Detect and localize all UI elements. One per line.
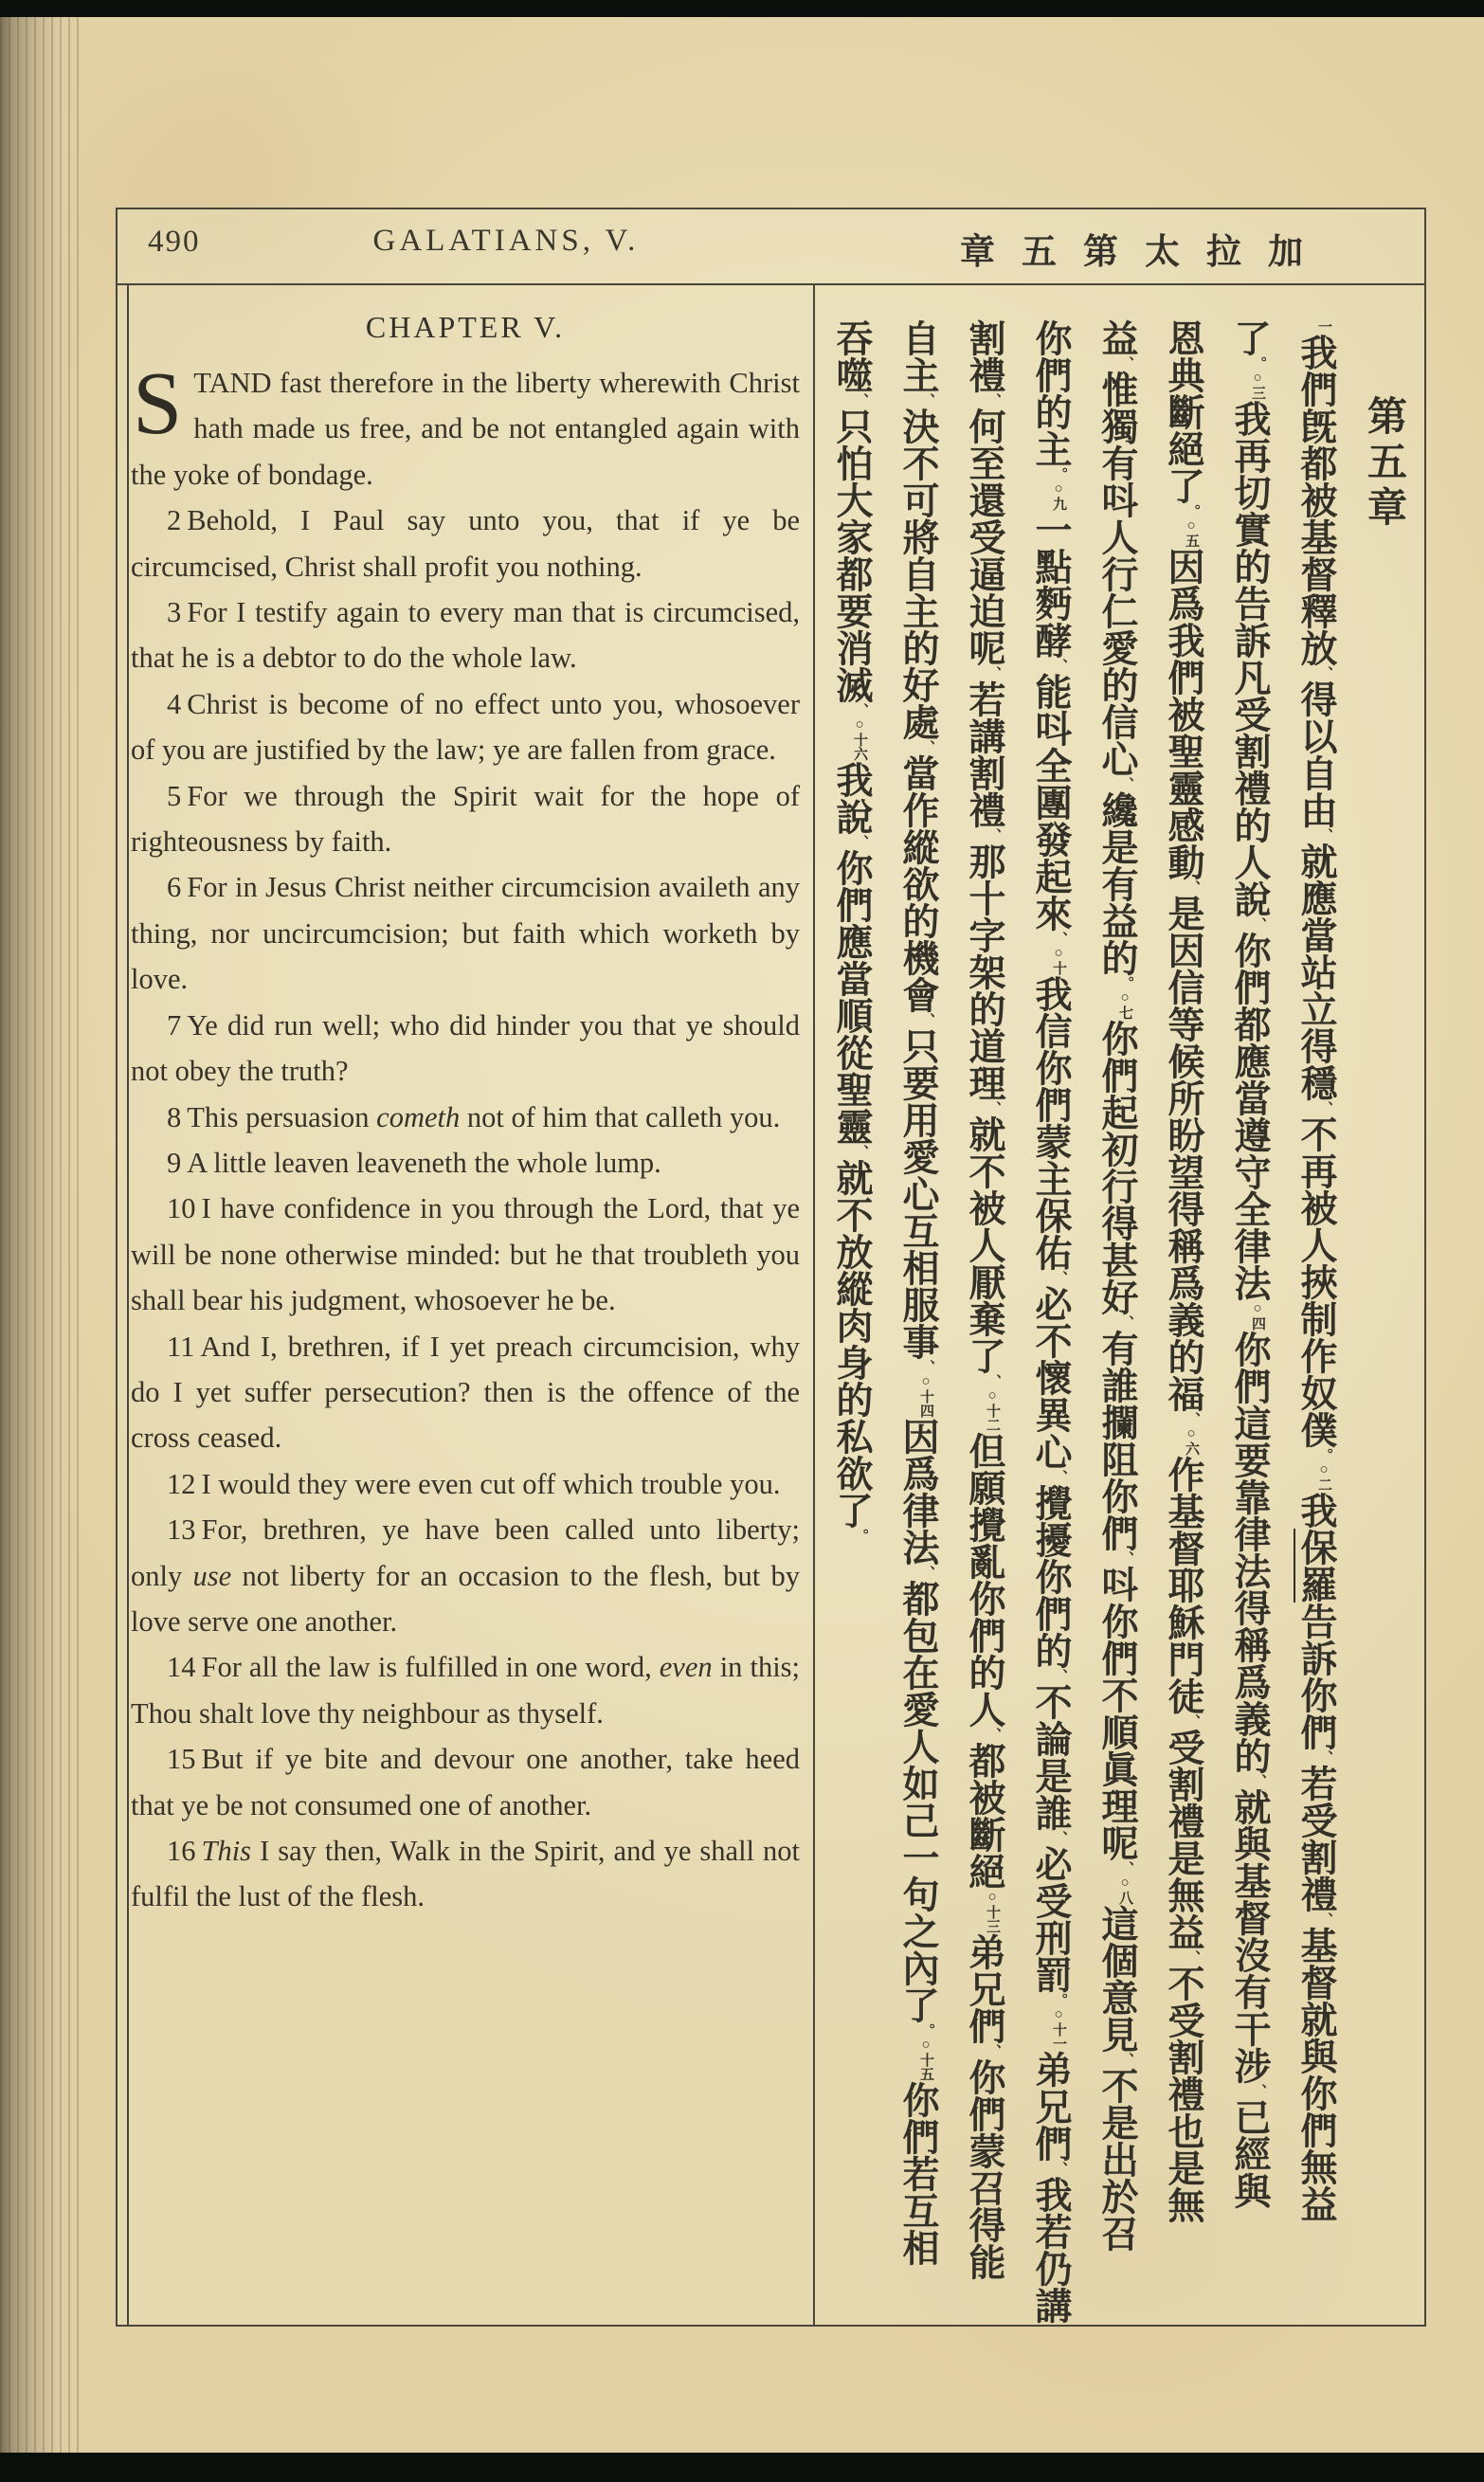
verse-paragraph-10: 10 I have confidence in you through the Lord, that ye will be none otherwise minded: but he that troubleth you shall bear his judgment, whosoever he be.: [131, 1192, 800, 1317]
verse-marker: ○八: [1117, 1875, 1132, 1905]
inner-left-rule: [127, 283, 129, 2325]
verse-paragraph-14: 14 For all the law is fulfilled in one word, even in this; Thou shalt love thy neighbour as thyself.: [131, 1651, 801, 1730]
verse-paragraph-4: 4 Christ is become of no effect unto you, whosoever of you are justified by the law; ye are fallen from grace.: [131, 687, 800, 767]
verse-paragraph-15: 15 But if ye bite and devour one another, take heed that ye be not consumed one of another.: [131, 1743, 800, 1821]
book-page-edge-stack: [0, 17, 83, 2453]
verse-number: 14: [167, 1651, 196, 1684]
verse-marker: ○十六: [852, 717, 867, 761]
verse-paragraph-5: 5 For we through the Spirit wait for the hope of righteousness by faith.: [131, 779, 800, 859]
verse-number: 13: [167, 1513, 196, 1547]
verse-paragraph-2: 2 Behold, I Paul say unto you, that if ye be circumcised, Christ shall profit you nothing.: [131, 504, 800, 583]
verse-marker: ○十一: [1051, 2007, 1066, 2051]
verse-paragraph-3: 3 For I testify again to every man that is circumcised, that he is a debtor to do the whole law.: [131, 596, 800, 675]
verse-paragraph-8: 8 This persuasion cometh not of him that calleth you.: [167, 1100, 781, 1133]
running-title-english: GALATIANS, V.: [372, 224, 640, 258]
verse-marker: ○十五: [918, 2038, 933, 2081]
chinese-text-pane: [815, 285, 1421, 2325]
verse-number: 12: [167, 1467, 196, 1500]
verse-number: 4: [167, 687, 182, 720]
verse-marker: ○六: [1184, 1426, 1199, 1456]
verse-paragraph-6: 6 For in Jesus Christ neither circumcision availeth any thing, nor uncircumcision; but faith which worketh by love.: [131, 871, 800, 996]
verse-marker: ○十三: [985, 1890, 1000, 1933]
verse-marker: ○二: [1316, 1462, 1331, 1492]
chinese-column-2: 了。○三我再切實的告訴凡受割禮的人說、你們都應當遵守全律法○四你們這要靠律法得稱爲義的、就與基督沒有干涉、已經與: [1229, 319, 1270, 2209]
verse-marker: 一: [1316, 319, 1331, 334]
scan-top-strip: [0, 0, 1484, 17]
verse-paragraph-9: 9 A little leaven leaveneth the whole lump.: [167, 1146, 661, 1179]
english-verses: [131, 354, 801, 1920]
chinese-chapter-heading: 第五章: [1362, 395, 1405, 532]
verse-marker: ○十四: [918, 1374, 933, 1418]
verse-marker: ○十二: [985, 1388, 1000, 1432]
verse-paragraph-12: 12 I would they were even cut off which trouble you.: [167, 1467, 781, 1500]
verse-number: 16: [167, 1835, 196, 1867]
page-frame: [116, 208, 1426, 2327]
running-title-chinese: 章五第太拉加: [960, 233, 1330, 272]
book-page-paper: [0, 17, 1484, 2453]
verse-number: 10: [167, 1192, 196, 1225]
verse-number: 15: [167, 1743, 196, 1776]
chinese-column-8: 吞噬、只怕大家都要消滅、○十六我說、你們應當順從聖靈、就不放縱肉身的私欲了。: [831, 319, 872, 1543]
chinese-column-5: 你們的主。○九一點麪酵、能呌全團發起來、○十我信你們蒙主保佑、必不懷異心、攪擾你們的、不論是誰、必受刑罰。○十一弟兄們、我若仍講: [1030, 319, 1071, 2324]
verse-paragraph-7: 7 Ye did run well; who did hinder you that ye should not obey the truth?: [131, 1008, 800, 1088]
verse-number: 9: [167, 1146, 182, 1179]
scan-bottom-strip: [0, 2453, 1484, 2482]
verse-number: 8: [167, 1100, 182, 1133]
verse-number: 11: [167, 1330, 195, 1363]
chinese-column-6: 割禮、何至還受逼迫呢、若講割禮、那十字架的道理、就不被人厭棄了、○十二但願攪亂你們的人、都被斷絕○十三弟兄們、你們蒙召得能: [964, 319, 1004, 2280]
drop-cap: S: [133, 354, 183, 453]
verse-marker: ○四: [1250, 1301, 1265, 1331]
verse-number: 5: [167, 779, 182, 812]
verse-paragraph-1: STAND fast therefore in the liberty wherewith Christ hath made us free, and be not entangled again with the yoke of bondage.: [131, 354, 800, 491]
chinese-column-1: 一我們旣都被基督釋放、得以自由、就應當站立得穩、不再被人挾制作奴僕。○二我保羅告訴你們、若受割禮、基督就與你們無益: [1295, 319, 1336, 2222]
verse-number: 7: [167, 1008, 182, 1042]
verse-paragraph-11: 11 And I, brethren, if I yet preach circumcision, why do I yet suffer persecution? then is the offence of the cross ceased.: [131, 1330, 800, 1455]
verse-number: 3: [167, 596, 182, 629]
verse-marker: ○五: [1184, 518, 1199, 548]
chinese-column-7: 自主、決不可將自主的好處、當作縱欲的機會、只要用愛心互相服事、○十四因爲律法、都包在愛人如己一句之內了。○十五你們若互相: [897, 319, 938, 2266]
chinese-column-3: 恩典斷絕了。○五因爲我們被聖靈感動、是因信等候所盼望得稱爲義的福、○六作基督耶穌門徒、受割禮是無益、不受割禮也是無: [1163, 319, 1203, 2223]
verse-number: 6: [167, 871, 182, 904]
verse-number: 2: [167, 504, 182, 537]
verse-marker: ○九: [1051, 481, 1066, 511]
proper-noun-mark: 保羅: [1295, 1529, 1336, 1603]
verse-paragraph-13: 13 For, brethren, ye have been called unto liberty; only use not liberty for an occasion to the flesh, but by love serve one another.: [131, 1513, 800, 1638]
verse-marker: ○十: [1051, 946, 1066, 975]
running-header: [118, 209, 1424, 285]
page-number: 490: [148, 225, 201, 259]
verse-marker: ○七: [1117, 990, 1132, 1020]
verse-marker: ○三: [1250, 371, 1265, 400]
chapter-title: CHAPTER V.: [365, 310, 566, 344]
english-text-pane: [131, 285, 800, 2323]
verse-paragraph-16: 16 This I say then, Walk in the Spirit, and ye shall not fulfil the lust of the flesh.: [131, 1835, 800, 1913]
chinese-column-4: 益、惟獨有呌人行仁愛的信心、纔是有益的。○七你們起初行得甚好、有誰攔阻你們、呌你們不順眞理呢、○八這個意見、不是出於召: [1096, 319, 1137, 2252]
